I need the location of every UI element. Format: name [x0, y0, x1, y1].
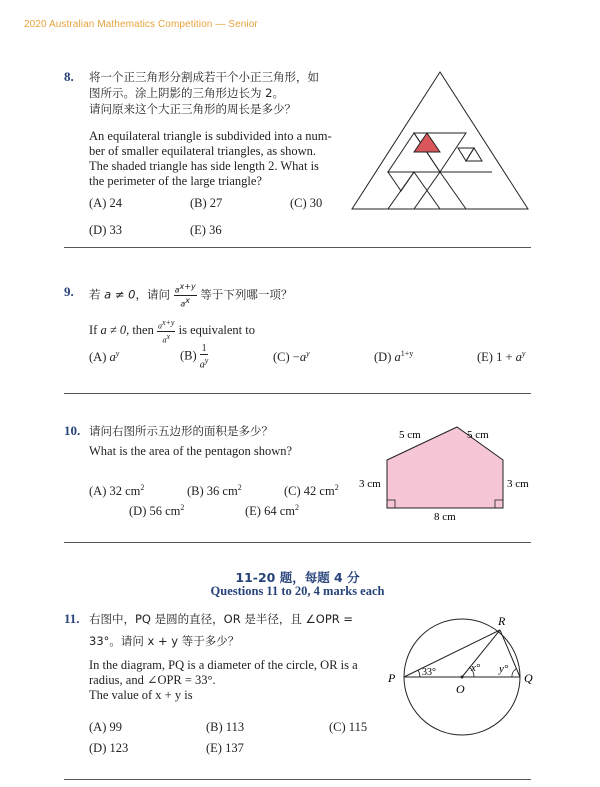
q9-cn-mid: ，请问: [135, 287, 170, 302]
label-y: y°: [499, 663, 509, 675]
q9-option-a[interactable]: (A) $a^y$: [89, 349, 120, 365]
shaded-triangle: [414, 133, 440, 152]
q9-option-b[interactable]: (B) $\frac{1}{a^y}$: [180, 343, 209, 371]
small-triangle: [458, 148, 474, 161]
q10-option-a[interactable]: (A) 32 $cm^2$: [89, 483, 145, 499]
q11-english-line-3: The value of x + y is: [89, 688, 193, 702]
section-heading-english: Questions 11 to 20, 4 marks each: [210, 584, 385, 598]
q8-option-d[interactable]: (D) 33: [89, 223, 122, 237]
small-triangle: [388, 172, 440, 209]
q9-cn-condition: a ≠ 0: [104, 287, 136, 302]
q9-cn-suffix: 等于下列哪一项？: [200, 287, 293, 302]
question-10-number: 10.: [64, 423, 81, 438]
q11-option-d[interactable]: (D) 123: [89, 741, 129, 755]
label-right-slant: 5 cm: [467, 429, 489, 441]
q8-option-b[interactable]: (B) 27: [190, 196, 223, 210]
label-Q: Q: [524, 671, 533, 685]
angle-arc-P: [418, 670, 420, 677]
q8-option-c[interactable]: (C) 30: [290, 196, 323, 210]
q11-option-e[interactable]: (E) 137: [206, 741, 244, 755]
label-base: 8 cm: [434, 511, 456, 523]
large-triangle: [352, 72, 528, 209]
q11-option-a[interactable]: (A) 99: [89, 720, 122, 734]
question-11-number: 11.: [64, 611, 80, 626]
q8-chinese-line-1: 将一个正三角形分割成若干个小正三角形，如: [89, 70, 319, 84]
divider: [64, 393, 531, 394]
q10-option-c[interactable]: (C) 42 $cm^2$: [284, 483, 339, 499]
divider: [64, 779, 531, 780]
q11-english-line-2: radius, and ∠OPR = 33°.: [89, 673, 216, 687]
q9-cn-prefix: 若: [89, 287, 105, 302]
section-heading-chinese: 11-20 题，每题 4 分: [235, 570, 360, 585]
divider: [64, 247, 531, 248]
label-angle-33: 33°: [422, 667, 436, 678]
label-P: P: [388, 671, 396, 685]
q8-option-a[interactable]: (A) 24: [89, 196, 122, 210]
q8-triangle-figure: [350, 70, 530, 212]
angle-arc-y: [512, 669, 516, 677]
q8-option-e[interactable]: (E) 36: [190, 223, 222, 237]
q8-chinese-line-2: 图所示。涂上阴影的三角形边长为 2。: [89, 86, 284, 100]
divider: [64, 542, 531, 543]
question-8-number: 8.: [64, 69, 74, 84]
q8-english-line-1: An equilateral triangle is subdivided into a num-: [89, 129, 332, 143]
q8-english-line-3: The shaded triangle has side length 2. What is: [89, 159, 319, 173]
q8-english-line-2: ber of smaller equilateral triangles, as shown.: [89, 144, 317, 158]
page-header: 2020 Australian Mathematics Competition — Senior: [24, 19, 258, 30]
q11-option-c[interactable]: (C) 115: [329, 720, 368, 734]
label-left-slant: 5 cm: [399, 429, 421, 441]
q8-english-line-4: the perimeter of the large triangle?: [89, 174, 262, 188]
q10-option-e[interactable]: (E) 64 $cm^2$: [245, 503, 299, 519]
q9-option-d[interactable]: (D) $a^{1+y}$: [374, 349, 414, 365]
q11-chinese-line-1: 右图中，PQ 是圆的直径，OR 是半径，且 ∠OPR =: [89, 612, 354, 626]
q9-option-c[interactable]: $(C) -a^y$: [273, 349, 310, 365]
q11-circle-figure: [385, 605, 545, 755]
q9-fraction-en: $\frac{a^{x+y}}{a^x}$: [157, 318, 175, 345]
center-point: [461, 676, 464, 679]
q10-option-d[interactable]: (D) 56 $cm^2$: [129, 503, 185, 519]
q10-pentagon-figure: [355, 425, 535, 523]
small-triangle: [466, 148, 482, 161]
label-left-side: 3 cm: [359, 478, 381, 490]
q8-chinese-line-3: 请问原来这个大正三角形的周长是多少？: [89, 102, 296, 116]
q9-fraction: $\frac{a^{x+y}}{a^x}$: [174, 282, 196, 309]
q9-option-e[interactable]: (E) $1 + a^y$: [477, 349, 526, 365]
label-R: R: [498, 614, 506, 628]
small-triangle: [388, 172, 414, 191]
q9-chinese-stem: [89, 282, 292, 308]
q10-option-b[interactable]: (B) 36 $cm^2$: [187, 483, 242, 499]
question-9-number: 9.: [64, 284, 74, 299]
label-O: O: [456, 682, 465, 696]
q10-chinese-stem: 请问右图所示五边形的面积是多少？: [89, 424, 273, 438]
q11-chinese-line-2: 33°。请问 x + y 等于多少？: [89, 634, 240, 648]
label-right-side: 3 cm: [507, 478, 529, 490]
small-triangle: [414, 172, 466, 209]
label-x: x°: [471, 662, 481, 674]
q10-english-stem: What is the area of the pentagon shown?: [89, 444, 293, 458]
q9-english-stem: If a ≠ 0, then $\frac{a^{x+y}}{a^x}$ is equivalent to: [89, 318, 255, 345]
q11-english-line-1: In the diagram, PQ is a diameter of the circle, OR is a: [89, 658, 358, 672]
radius-OR: [462, 630, 500, 677]
q11-option-b[interactable]: (B) 113: [206, 720, 245, 734]
